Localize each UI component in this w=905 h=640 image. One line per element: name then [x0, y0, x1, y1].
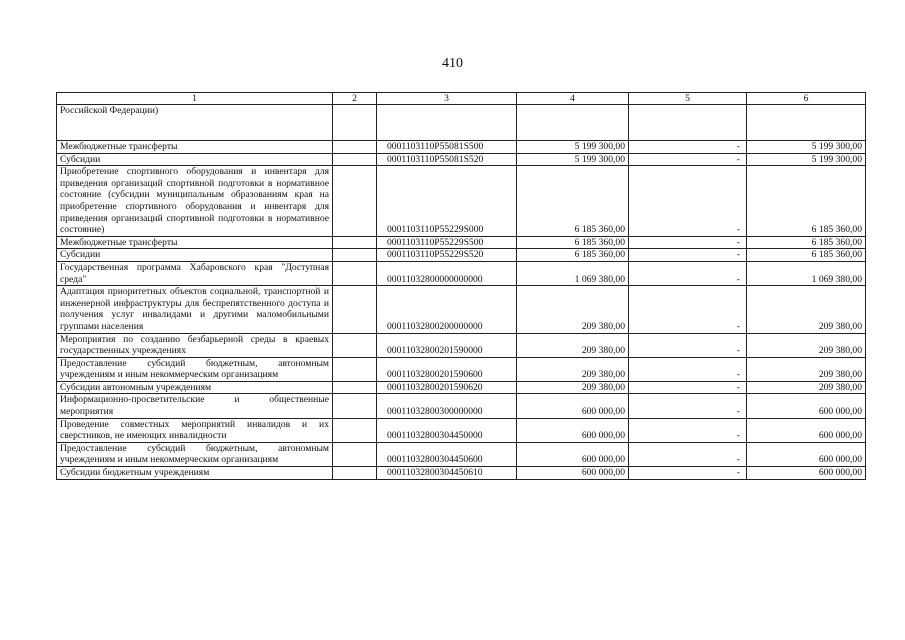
page-number: 410	[442, 56, 463, 71]
row-amount	[517, 105, 629, 141]
table-row	[57, 333, 866, 357]
row-amount: 5 199 300,00	[517, 141, 629, 154]
row-col5: -	[629, 333, 747, 357]
row-code	[333, 141, 377, 154]
row-code	[333, 236, 377, 249]
budget-table	[56, 92, 866, 480]
row-col5: -	[629, 236, 747, 249]
row-code	[333, 467, 377, 480]
row-name: Государственная программа Хабаровского края "Доступная среда"	[57, 261, 333, 285]
row-total: 209 380,00	[747, 333, 866, 357]
row-classifier-code: 0001103110P55229S500	[377, 236, 517, 249]
row-total: 1 069 380,00	[747, 261, 866, 285]
table-row	[57, 261, 866, 285]
row-name: Российской Федерации)	[57, 105, 333, 141]
row-code	[333, 442, 377, 466]
row-classifier-code: 0001103110P55081S520	[377, 153, 517, 166]
row-code	[333, 166, 377, 237]
row-col5: -	[629, 467, 747, 480]
table-row	[57, 141, 866, 154]
row-total: 6 185 360,00	[747, 249, 866, 262]
row-name: Информационно-просветительские и общественные мероприятия	[57, 394, 333, 418]
row-name: Адаптация приоритетных объектов социальной, транспортной и инженерной инфраструктуры для беспрепятственного доступа и получения услуг инвалидами и другими маломобильными группами населения	[57, 286, 333, 333]
table-row	[57, 166, 866, 237]
row-name: Субсидии автономным учреждениям	[57, 381, 333, 394]
row-col5: -	[629, 261, 747, 285]
row-total	[747, 105, 866, 141]
row-code	[333, 333, 377, 357]
row-code	[333, 286, 377, 333]
row-col5: -	[629, 418, 747, 442]
row-total: 209 380,00	[747, 286, 866, 333]
row-code	[333, 249, 377, 262]
table-row	[57, 153, 866, 166]
row-total: 5 199 300,00	[747, 141, 866, 154]
row-amount: 600 000,00	[517, 394, 629, 418]
row-col5: -	[629, 141, 747, 154]
table-header-row	[57, 93, 866, 105]
row-total: 600 000,00	[747, 442, 866, 466]
row-name: Межбюджетные трансферты	[57, 141, 333, 154]
row-name: Приобретение спортивного оборудования и инвентаря для приведения организаций спортивной подготовки в нормативное состояние (субсидии муниципальным образованиям края на приобретение спортивного оборудования и инвентаря для приведения организаций спортивной подготовки в нормативное состояние)	[57, 166, 333, 237]
row-code	[333, 418, 377, 442]
row-amount: 5 199 300,00	[517, 153, 629, 166]
row-classifier-code: 0001103110P55229S520	[377, 249, 517, 262]
column-header: 1	[57, 93, 333, 105]
row-classifier-code: 0001103110P55229S000	[377, 166, 517, 237]
row-amount: 209 380,00	[517, 381, 629, 394]
row-total: 6 185 360,00	[747, 236, 866, 249]
row-col5: -	[629, 166, 747, 237]
table-row	[57, 357, 866, 381]
row-total: 600 000,00	[747, 467, 866, 480]
row-amount: 600 000,00	[517, 442, 629, 466]
row-col5: -	[629, 357, 747, 381]
column-header: 5	[629, 93, 747, 105]
row-classifier-code: 00011032800304450610	[377, 467, 517, 480]
column-header: 3	[377, 93, 517, 105]
row-classifier-code: 00011032800300000000	[377, 394, 517, 418]
row-classifier-code: 00011032800304450000	[377, 418, 517, 442]
row-name: Проведение совместных мероприятий инвалидов и их сверстников, не имеющих инвалидности	[57, 418, 333, 442]
row-code	[333, 357, 377, 381]
row-col5: -	[629, 394, 747, 418]
row-amount: 1 069 380,00	[517, 261, 629, 285]
table-row	[57, 418, 866, 442]
row-classifier-code: 00011032800304450600	[377, 442, 517, 466]
row-amount: 6 185 360,00	[517, 236, 629, 249]
row-amount: 600 000,00	[517, 418, 629, 442]
table-row	[57, 381, 866, 394]
row-amount: 6 185 360,00	[517, 166, 629, 237]
row-col5: -	[629, 381, 747, 394]
table-row	[57, 286, 866, 333]
row-amount: 209 380,00	[517, 333, 629, 357]
row-classifier-code: 00011032800000000000	[377, 261, 517, 285]
row-col5: -	[629, 286, 747, 333]
column-header: 4	[517, 93, 629, 105]
row-total: 600 000,00	[747, 418, 866, 442]
row-col5: -	[629, 153, 747, 166]
row-col5: -	[629, 442, 747, 466]
row-total: 6 185 360,00	[747, 166, 866, 237]
row-name: Предоставление субсидий бюджетным, автономным учреждениям и иным некоммерческим организациям	[57, 357, 333, 381]
row-code	[333, 153, 377, 166]
row-code	[333, 261, 377, 285]
row-classifier-code: 00011032800201590000	[377, 333, 517, 357]
row-total: 600 000,00	[747, 394, 866, 418]
table-row	[57, 249, 866, 262]
table-row	[57, 105, 866, 141]
row-col5	[629, 105, 747, 141]
row-code	[333, 394, 377, 418]
row-total: 209 380,00	[747, 381, 866, 394]
row-classifier-code: 00011032800201590600	[377, 357, 517, 381]
row-total: 5 199 300,00	[747, 153, 866, 166]
row-name: Субсидии	[57, 249, 333, 262]
table-row	[57, 467, 866, 480]
row-name: Предоставление субсидий бюджетным, автономным учреждениям и иным некоммерческим организациям	[57, 442, 333, 466]
row-total: 209 380,00	[747, 357, 866, 381]
table-row	[57, 236, 866, 249]
row-classifier-code	[377, 105, 517, 141]
row-classifier-code: 0001103110P55081S500	[377, 141, 517, 154]
row-amount: 6 185 360,00	[517, 249, 629, 262]
row-code	[333, 105, 377, 141]
row-name: Субсидии бюджетным учреждениям	[57, 467, 333, 480]
row-code	[333, 381, 377, 394]
column-header: 6	[747, 93, 866, 105]
table-row	[57, 442, 866, 466]
row-amount: 209 380,00	[517, 357, 629, 381]
row-classifier-code: 00011032800201590620	[377, 381, 517, 394]
column-header: 2	[333, 93, 377, 105]
row-classifier-code: 00011032800200000000	[377, 286, 517, 333]
row-amount: 209 380,00	[517, 286, 629, 333]
row-col5: -	[629, 249, 747, 262]
row-name: Межбюджетные трансферты	[57, 236, 333, 249]
row-name: Мероприятия по созданию безбарьерной среды в краевых государственных учреждениях	[57, 333, 333, 357]
row-name: Субсидии	[57, 153, 333, 166]
row-amount: 600 000,00	[517, 467, 629, 480]
table-row	[57, 394, 866, 418]
